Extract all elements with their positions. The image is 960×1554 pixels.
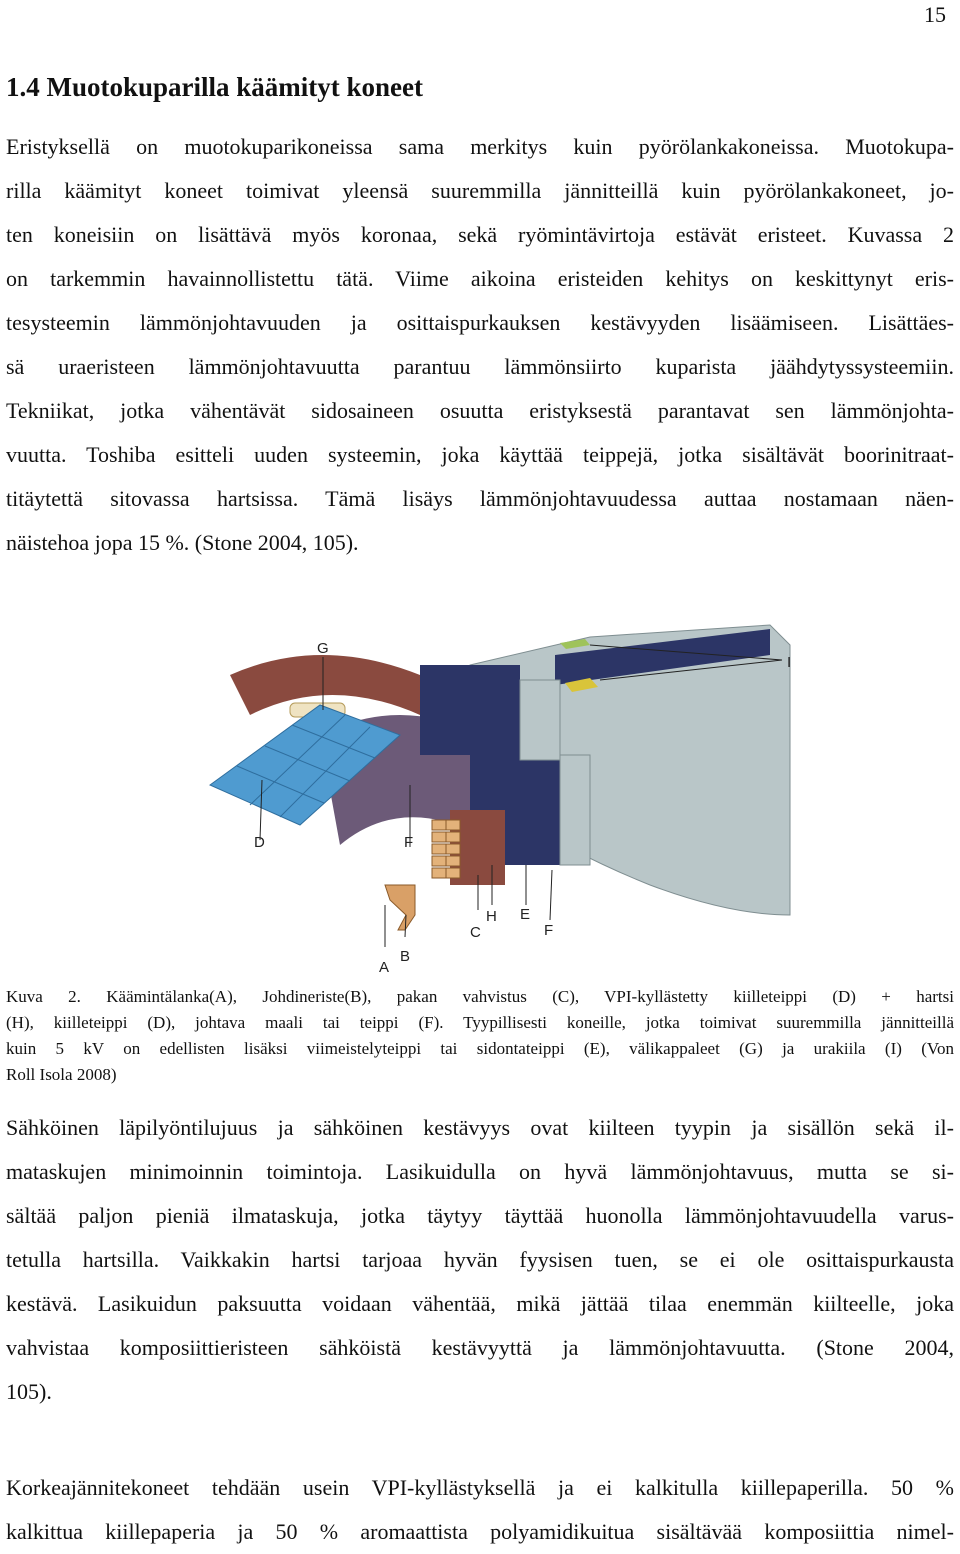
label-g: G	[317, 640, 329, 657]
figure-caption	[6, 984, 954, 1088]
caption-line: (H), kiilleteippi (D), johtava maali tai teippi (F). Tyypillisesti koneille, jotka toimivat suuremmilla jännitteillä	[6, 1013, 954, 1032]
conductor-lead	[385, 885, 415, 930]
paragraph-2	[6, 1106, 954, 1414]
text-line: Eristyksellä on muotokuparikoneissa sama merkitys kuin pyörölankakoneissa. Muotokupa-	[6, 134, 954, 159]
text-line: sä uraeristeen lämmönjohtavuutta parantuu lämmönsiirto kuparista jäähdytyssysteemiin.	[6, 354, 954, 379]
text-line: tesysteemin lämmönjohtavuuden ja osittaispurkauksen kestävyyden lisäämiseen. Lisättäes-	[6, 310, 954, 335]
text-line: kestävä. Lasikuidun paksuutta voidaan vähentää, mikä jättää tilaa enemmän kiilteelle, joka	[6, 1291, 954, 1316]
paragraph-1	[6, 125, 954, 565]
page-number: 15	[924, 2, 946, 27]
text-line: tetulla hartsilla. Vaikkakin hartsi tarjoaa hyvän fyysisen tuen, se ei ole osittaispurkausta	[6, 1247, 954, 1272]
section-heading: 1.4 Muotokuparilla käämityt koneet	[6, 72, 424, 102]
text-line: Sähköinen läpilyöntilujuus ja sähköinen kestävyys ovat kiilteen tyypin ja sisällön sekä il-	[6, 1115, 954, 1140]
label-h: H	[486, 908, 497, 925]
caption-line: kuin 5 kV on edellisten lisäksi viimeistelyteippi tai sidontateippi (E), välikappaleet (G) ja urakiila (I) (Von	[6, 1039, 954, 1058]
text-line: titäytettä sitovassa hartsissa. Tämä lisäys lämmönjohtavuudessa auttaa nostamaan näen-	[6, 486, 954, 511]
label-c: C	[470, 924, 481, 941]
winding-insulation-illustration	[170, 585, 810, 980]
label-f-lower: F	[544, 922, 554, 939]
paragraph-3	[6, 1466, 954, 1554]
text-line: näistehoa jopa 15 %. (Stone 2004, 105).	[6, 530, 359, 555]
text-line: mataskujen minimoinnin toimintoja. Lasikuidulla on hyvä lämmönjohtavuus, mutta se si-	[6, 1159, 954, 1184]
bottom-coil-layer	[560, 755, 590, 865]
caption-line: Roll Isola 2008)	[6, 1065, 117, 1084]
top-coil-insulation	[420, 665, 520, 755]
label-e: E	[520, 906, 531, 923]
text-line: vahvistaa komposiittieristeen sähköistä kestävyyttä ja lämmönjohtavuutta. (Stone 2004,	[6, 1335, 954, 1360]
text-line: kalkittua kiillepaperia ja 50 % aromaattista polyamidikuitua sisältävää komposiittia nimel-	[6, 1519, 954, 1544]
winding-insulation-figure	[170, 585, 810, 980]
label-d: D	[254, 834, 265, 851]
top-coil-layer	[520, 680, 560, 760]
text-line: Korkeajännitekoneet tehdään usein VPI-kyllästyksellä ja ei kalkitulla kiillepaperilla. 50 %	[6, 1475, 954, 1500]
text-line: on tarkemmin havainnollistettu tätä. Viime aikoina eristeiden kehitys on keskittynyt eris-	[6, 266, 954, 291]
label-i: I	[787, 654, 792, 671]
text-line: rilla käämityt koneet toimivat yleensä suuremmilla jännitteillä kuin pyörölankakoneet, jo-	[6, 178, 954, 203]
label-a: A	[379, 959, 390, 976]
text-line: sältää paljon pieniä ilmataskuja, jotka täytyy täyttää huonolla lämmönjohtavuudella varus-	[6, 1203, 954, 1228]
text-line: vuutta. Toshiba esitteli uuden systeemin, joka käyttää teippejä, jotka sisältävät boorinitraat-	[6, 442, 954, 467]
label-b: B	[400, 948, 411, 965]
strand-stack	[432, 820, 460, 878]
label-f: F	[404, 834, 414, 851]
caption-line: Kuva 2. Käämintälanka(A), Johdineriste(B), pakan vahvistus (C), VPI-kyllästetty kiilleteippi (D) + hartsi	[6, 987, 954, 1006]
text-line: 105).	[6, 1379, 52, 1404]
text-line: Tekniikat, jotka vähentävät sidosaineen osuutta eristyksestä parantavat sen lämmönjohta-	[6, 398, 954, 423]
text-line: ten koneisiin on lisättävä myös koronaa, sekä ryömintävirtoja estävät eristeet. Kuvassa 2	[6, 222, 954, 247]
